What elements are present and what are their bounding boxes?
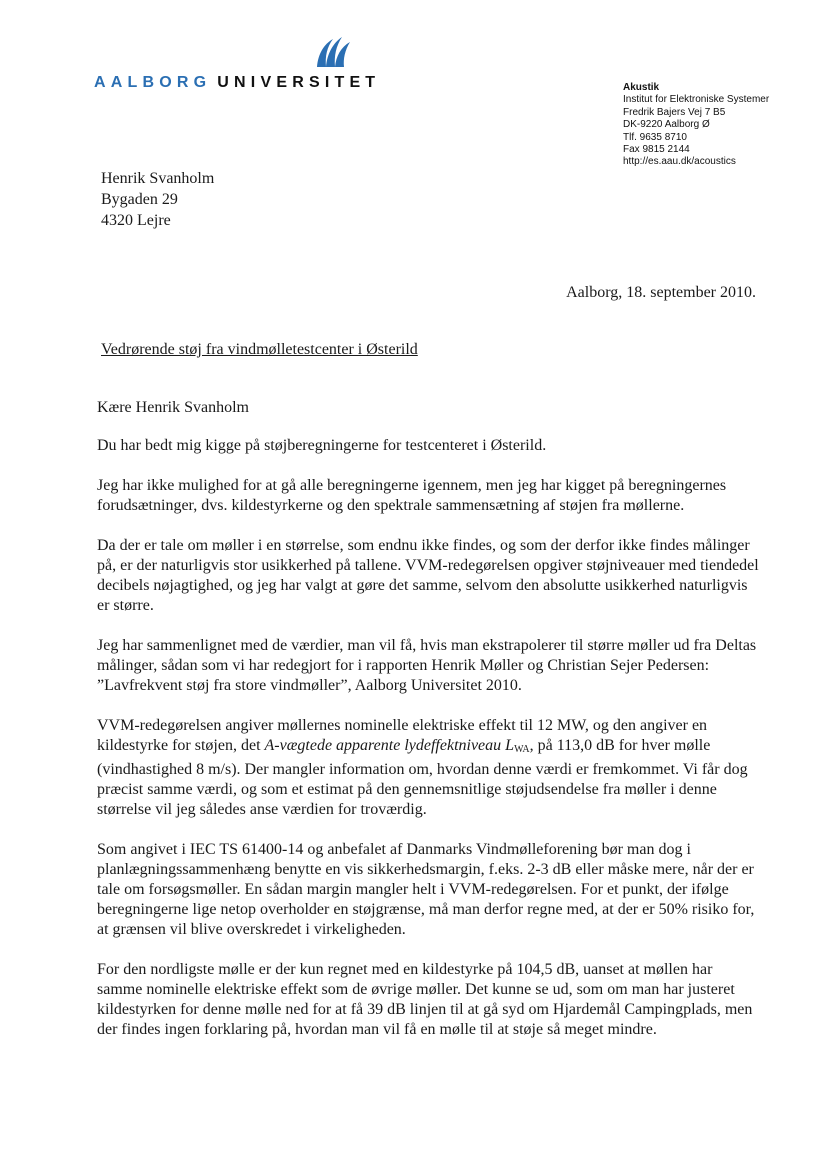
paragraph-5-part-b: , på 113,0 dB for hver mølle (vindhastighed 8 m/s). Der mangler information om, hvordan denne værdi er fremkommet. Vi får dog præcist samme værdi, og som et estimat på den gennemsnitlige støjudsendelse fra møller i denne størrelse vil jeg således anse værdien for troværdig. — [97, 737, 748, 818]
paragraph-5-subscript: WA — [514, 744, 530, 755]
recipient-name: Henrik Svanholm — [101, 170, 215, 187]
recipient-city: 4320 Lejre — [101, 212, 171, 229]
sender-postal: DK-9220 Aalborg Ø — [623, 119, 710, 131]
sender-fax: Fax 9815 2144 — [623, 144, 690, 156]
university-name — [94, 74, 380, 92]
sender-institute: Institut for Elektroniske Systemer — [623, 94, 770, 106]
letter-body — [97, 398, 761, 1060]
paragraph-3: Da der er tale om møller i en størrelse, som endnu ikke findes, og som der derfor ikke findes målinger på, er der naturligvis stor usikkerhed på tallene. VVM-redegørelsen opgiver støjniveauer med tiendedel decibels nøjagtighed, og jeg har valgt at gøre det samme, selvom den absolutte usikkerhed naturligvis er større. — [97, 537, 759, 614]
sender-street: Fredrik Bajers Vej 7 B5 — [623, 106, 726, 118]
paragraph-2: Jeg har ikke mulighed for at gå alle beregningerne igennem, men jeg har kigget på beregningernes forudsætninger, dvs. kildestyrkerne og den spektrale sammensætning af støjen fra møllerne. — [97, 477, 727, 514]
salutation: Kære Henrik Svanholm — [97, 399, 249, 416]
paragraph-1: Du har bedt mig kigge på støjberegningerne for testcenteret i Østerild. — [97, 437, 547, 454]
paragraph-6: Som angivet i IEC TS 61400-14 og anbefalet af Danmarks Vindmølleforening bør man dog i planlægningssammenhæng benytte en vis sikkerhedsmargin, f.eks. 2-3 dB eller måske mere, når der er tale om forsøgsmøller. En sådan margin mangler helt i VVM-redegørelsen. For et punkt, der ifølge beregningerne lige netop overholder en støjgrænse, må man derfor regne med, at der er 50% risiko for, at grænsen vil blive overskredet i virkeligheden. — [97, 841, 755, 938]
sender-phone: Tlf. 9635 8710 — [623, 131, 687, 143]
paragraph-5-term: A-vægtede apparente lydeffektniveau L — [264, 737, 515, 754]
paragraph-7: For den nordligste mølle er der kun regnet med en kildestyrke på 104,5 dB, uanset at møllen har samme nominelle elektriske effekt som de øvrige møller. Det kunne se ud, som om man har justeret kildestyrken for denne mølle ned for at få 39 dB linjen til at gå syd om Hjardemål Campingplads, men der findes ingen forklaring på, hvordan man vil få en mølle til at støje så meget mindre. — [97, 961, 753, 1038]
logo-word-universitet: UNIVERSITET — [217, 74, 381, 91]
logo-word-aalborg: AALBORG — [94, 74, 212, 91]
sender-url: http://es.aau.dk/acoustics — [623, 156, 736, 168]
letter-date: Aalborg, 18. september 2010. — [566, 284, 756, 301]
sender-department: Akustik — [623, 82, 660, 93]
paragraph-5-part-a: VVM-redegørelsen angiver møllernes nominelle elektriske effekt til 12 MW, og den angiver en kildestyrke for støjen, det — [97, 717, 708, 754]
aau-logo — [94, 34, 394, 96]
paragraph-4: Jeg har sammenlignet med de værdier, man vil få, hvis man ekstrapolerer til større møller ud fra Deltas målinger, sådan som vi har redegjort for i rapporten Henrik Møller og Christian Sejer Pedersen: ”Lavfrekvent støj fra store vindmøller”, Aalborg Universitet 2010. — [97, 637, 757, 694]
paragraph-5 — [97, 716, 761, 820]
aau-logo-icon — [314, 34, 352, 68]
recipient-street: Bygaden 29 — [101, 191, 178, 208]
recipient-address — [101, 168, 214, 231]
sender-address — [623, 82, 769, 169]
letter-subject: Vedrørende støj fra vindmølletestcenter i Østerild — [101, 341, 418, 358]
